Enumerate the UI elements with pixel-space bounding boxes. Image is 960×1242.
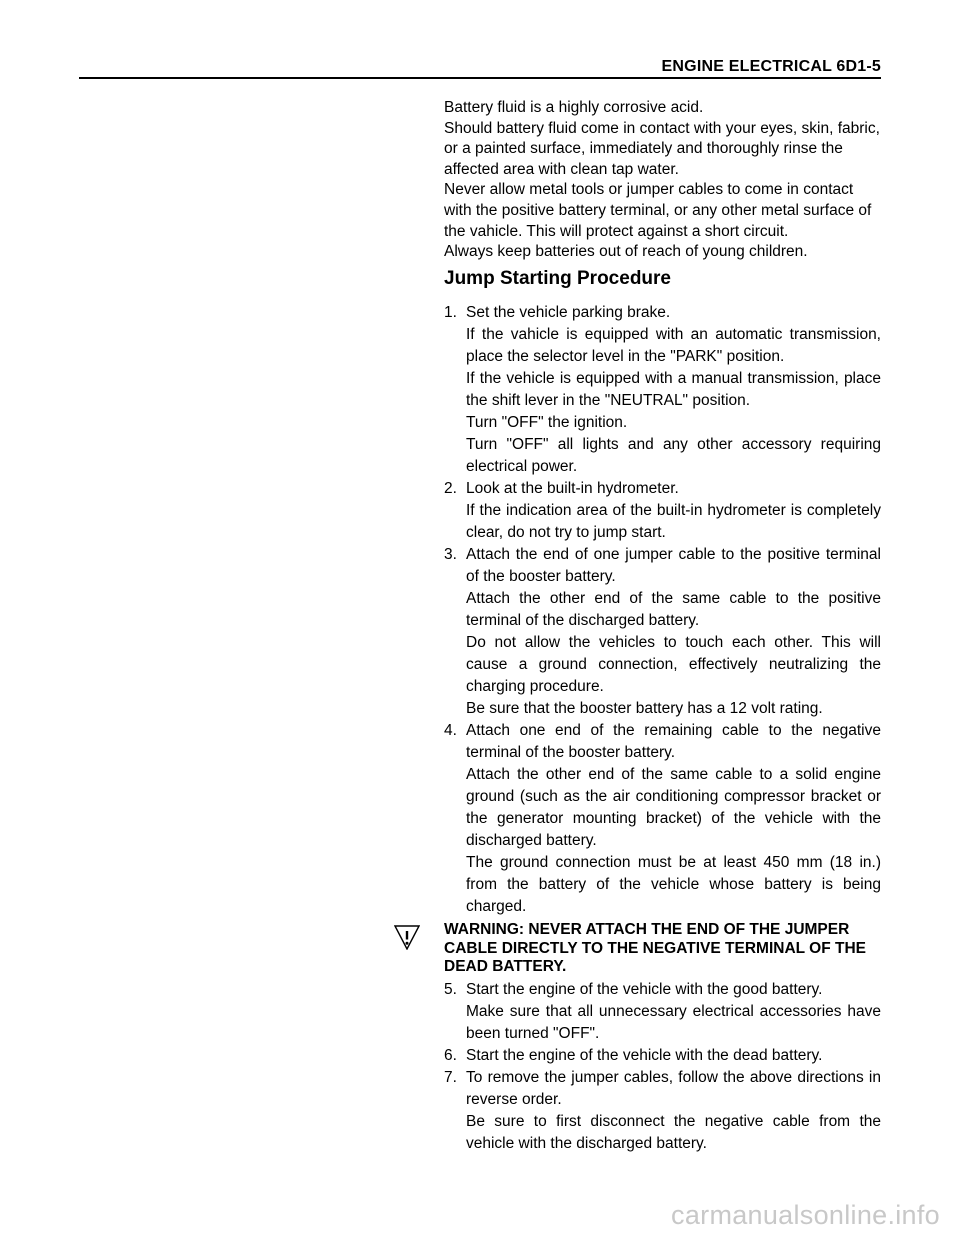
warning-icon [394,924,420,950]
step-1 [444,302,881,478]
warning-block [444,918,881,979]
step-3 [444,544,881,720]
step-7 [444,1067,881,1155]
header-divider [79,77,881,79]
step-number: 3. [444,546,457,563]
step-text: Attach the end of one jumper cable to the positive terminal of the booster battery. [466,546,881,585]
intro-line: Battery fluid is a highly corrosive acid. [444,99,704,116]
step-number: 2. [444,480,457,497]
watermark: carmanualsonline.info [671,1200,940,1230]
step-text: Be sure that the booster battery has a 12 volt rating. [466,700,823,717]
step-text: Turn "OFF" the ignition. [466,414,628,431]
warning-text: WARNING: NEVER ATTACH THE END OF THE JUMPER CABLE DIRECTLY TO THE NEGATIVE TERMINAL OF THE DEAD BATTERY. [444,921,866,976]
step-6 [444,1045,881,1067]
step-number: 7. [444,1068,457,1086]
step-text: Start the engine of the vehicle with the dead battery. [466,1046,823,1064]
step-number: 6. [444,1046,457,1064]
step-text: Attach one end of the remaining cable to the negative terminal of the booster battery. [466,722,881,761]
step-number: 4. [444,722,457,739]
step-text: Be sure to first disconnect the negative cable from the vehicle with the discharged battery. [466,1112,881,1152]
step-text: Look at the built-in hydrometer. [466,480,679,497]
intro-line: Always keep batteries out of reach of young children. [444,243,808,261]
step-text: The ground connection must be at least 450 mm (18 in.) from the battery of the vehicle whose battery is being charged. [466,854,881,915]
step-text: Attach the other end of the same cable to the positive terminal of the discharged battery. [466,590,881,629]
step-text: Do not allow the vehicles to touch each other. This will cause a ground connection, effectively neutralizing the charging procedure. [466,634,881,695]
step-text: Attach the other end of the same cable to a solid engine ground (such as the air conditioning compressor bracket or the generator mounting bracket) of the vehicle with the discharged battery. [466,766,881,849]
section-heading: Jump Starting Procedure [444,268,671,289]
intro-line: Should battery fluid come in contact with your eyes, skin, fabric, or a painted surface, immediately and thoroughly rinse the affected area with clean tap water. [444,119,880,178]
step-number: 5. [444,980,457,998]
step-2 [444,478,881,544]
step-4 [444,720,881,918]
intro-line: Never allow metal tools or jumper cables to come in contact with the positive battery terminal, or any other metal surface of the vahicle. This will protect against a short circuit. [444,181,872,240]
step-text: Make sure that all unnecessary electrical accessories have been turned "OFF". [466,1002,881,1042]
step-5 [444,979,881,1045]
procedure-steps [444,302,881,1155]
step-text: Turn "OFF" all lights and any other accessory requiring electrical power. [466,436,881,475]
intro-block [444,98,884,263]
page-header-title: ENGINE ELECTRICAL 6D1-5 [661,58,881,75]
step-text: Set the vehicle parking brake. [466,304,671,321]
step-text: If the indication area of the built-in hydrometer is completely clear, do not try to jump start. [466,502,881,541]
step-text: To remove the jumper cables, follow the above directions in reverse order. [466,1068,881,1108]
step-text: If the vahicle is equipped with an automatic transmission, place the selector level in the "PARK" position. [466,326,881,365]
step-number: 1. [444,304,457,321]
step-text: Start the engine of the vehicle with the good battery. [466,980,823,998]
step-text: If the vehicle is equipped with a manual transmission, place the shift lever in the "NEUTRAL" position. [466,370,881,409]
